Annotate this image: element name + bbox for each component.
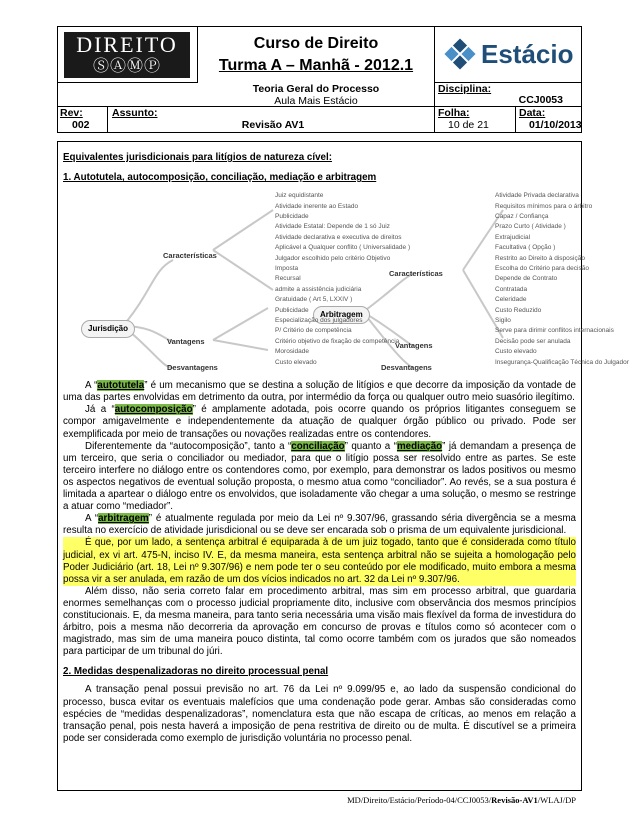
estacio-logo xyxy=(434,27,581,83)
data-value: 01/10/2013 xyxy=(529,119,582,131)
mind-map-leaf: Extrajudicial xyxy=(495,233,531,241)
brand-name: Estácio xyxy=(481,39,574,69)
mind-map-leaf: Insegurança-Qualificação Técnica do Julgador xyxy=(495,358,629,366)
meta-row xyxy=(58,107,581,133)
document-header xyxy=(57,26,582,133)
paragraph-processo-arbitral: Além disso, não seria correto falar em procedimento arbitral, mas sim em processo arbitral, que guardaria enormes semelhanças com o processo judicial propriamente dito, inclusive com observância dos mesmos princípios constitucionais. E, da mesma maneira, para tanto seria necessária uma visão mais flexível da forma de investidura do árbitro, pois a mesma não decorreria da aprovação em concurso de provas e títulos como só acontecer com o magistrado, mas sim de uma maneira pouco distinta, tal como ocorre também com os jurados que são nomeados para participar de um tribunal do júri. xyxy=(63,585,576,658)
mind-map-leaf: Juiz equidistante xyxy=(275,192,324,200)
mind-map-leaf: Capaz / Confiança xyxy=(495,212,549,220)
mind-map-leaf: Atividade Estatal: Depende de 1 só Juiz xyxy=(275,223,390,231)
branch-caracteristicas-left: Características xyxy=(163,251,217,261)
branch-caracteristicas-right: Características xyxy=(389,269,443,279)
rev-cell xyxy=(58,107,108,133)
main-heading: Equivalentes jurisdicionais para litígios de natureza cível: xyxy=(63,152,332,163)
mind-map-leaf: Facultativa ( Opção ) xyxy=(495,244,556,252)
branch-vantagens-left: Vantagens xyxy=(167,337,205,347)
highlight-conciliacao: conciliação xyxy=(291,440,345,452)
highlight-arbitragem: arbitragem xyxy=(98,513,149,525)
paragraph-sentenca-arbitral: É que, por um lado, a sentença arbitral é equiparada à de um juiz togado, tanto que é considerada como título judicial, ex vi art. 475-N, inciso IV. E, da mesma maneira, esta sentença arbitral não se sujeita a homologação pelo Poder Judiciário (art. 18, Lei nº 9.307/96) e nem pode ter o seu conteúdo por ele modificado, muito embora a mesma possa vir a ser anulada, em razão de um dos vícios indicados no art. 32 da Lei nº 9.307/96. xyxy=(63,537,576,585)
mind-map-leaf: Especialização dos julgadores xyxy=(275,316,363,324)
mind-map-leaf: Morosidade xyxy=(275,348,309,356)
mind-map-leaf: P/ Critério de competência xyxy=(275,327,352,335)
rev-label: Rev: xyxy=(60,107,83,119)
assunto-label: Assunto: xyxy=(112,107,158,119)
document-body xyxy=(57,141,629,791)
disciplina-cell xyxy=(434,83,581,106)
node-jurisdicao: Jurisdição xyxy=(81,320,135,338)
assunto-value: Revisão AV1 xyxy=(241,119,305,131)
mind-map-leaf: Depende de Contrato xyxy=(495,275,558,283)
folha-label: Folha: xyxy=(438,107,470,119)
branch-desvantagens-left: Desvantagens xyxy=(167,363,218,373)
direito-logo xyxy=(58,27,198,83)
mind-map-leaf: Critério objetivo de fixação de competência xyxy=(275,337,400,345)
mind-map-leaf: Requisitos mínimos para o árbitro xyxy=(495,202,593,210)
assunto-cell xyxy=(108,107,434,133)
logo-text: DIREITO xyxy=(76,32,178,57)
subject-row xyxy=(58,83,581,107)
subject-block xyxy=(198,83,434,107)
mind-map-leaf: Aplicável a Qualquer conflito ( Universalidade ) xyxy=(275,244,411,252)
mind-map-leaf: Decisão pode ser anulada xyxy=(495,337,571,345)
node-arbitragem: Arbitragem xyxy=(313,306,370,324)
branch-vantagens-right: Vantagens xyxy=(395,341,433,351)
disciplina-value: CCJ0053 xyxy=(518,94,563,106)
mind-map-leaf: Restrito ao Direito à disposição xyxy=(495,254,585,262)
title-line2: Turma A – Manhã - 2012.1 xyxy=(218,57,414,74)
data-label: Data: xyxy=(519,107,546,119)
highlight-mediacao: mediação xyxy=(396,440,443,452)
disciplina-label: Disciplina: xyxy=(438,83,492,95)
mind-map-leaf: Serve para dirimir conflitos internacionais xyxy=(495,327,614,335)
mind-map-leaf: Custo Reduzido xyxy=(495,306,542,314)
data-cell xyxy=(516,107,581,133)
title-line1: Curso de Direito xyxy=(253,35,379,52)
mind-map-leaf: Atividade inerente ao Estado xyxy=(275,202,359,210)
mind-map-leaf: Contratada xyxy=(495,285,528,293)
mind-map-leaf: Custo elevado xyxy=(495,348,537,356)
subject-line2: Aula Mais Estácio xyxy=(274,95,358,107)
mind-map-leaf: Custo elevado xyxy=(275,358,317,366)
mind-map-leaf: Gratuidade ( Art 5, LXXIV ) xyxy=(275,296,353,304)
branch-desvantagens-right: Desvantagens xyxy=(381,363,432,373)
section2-heading: 2. Medidas despenalizadoras no direito processual penal xyxy=(63,666,329,678)
mind-map-leaf: Escolha do Critério para decisão xyxy=(495,264,589,272)
paragraph-transacao-penal: A transação penal possui previsão no art. 76 da Lei nº 9.099/95 e, ao lado da suspensão condicional do processo, busca evitar os eventuais malefícios que uma condenação pode gerar. Ambas são consideradas como espécies de “medidas despenalizadoras”, nomenclatura esta que não escapa de críticas, ao menos em relação a transação penal, pois nesta haverá a imposição de pena restritiva de direito ou de multa. É discutível se a primeira pode ser considerada como exemplo de jurisdição voluntária no processo penal. xyxy=(63,684,576,744)
paragraph-autocomposicao: Já a “autocomposição” é amplamente adotada, pois ocorre quando os próprios litigantes conseguem se compor amigavelmente e independentemente da atuação de qualquer órgão público ou privado. Pode ser exemplificada por meio de transações ou novações realizadas entre os contendores. xyxy=(63,404,576,440)
subject-line1: Teoria Geral do Processo xyxy=(252,83,380,95)
mind-map-leaf: Publicidade xyxy=(275,306,309,314)
mind-map-leaf: Atividade declarativa e executiva de direitos xyxy=(275,233,402,241)
estacio-icon xyxy=(443,37,477,71)
mind-map-leaf: admite a assistência judiciária xyxy=(275,285,362,293)
mind-map-leaf: Sigilo xyxy=(495,316,511,324)
highlight-autotutela: autotutela xyxy=(97,380,145,392)
folha-cell xyxy=(434,107,516,133)
section1-heading: 1. Autotutela, autocomposição, conciliação, mediação e arbitragem xyxy=(63,172,377,184)
rev-value: 002 xyxy=(72,119,90,131)
paragraph-arbitragem: A “arbitragem” é atualmente regulada por meio da Lei nº 9.307/96, grassando séria divergência se a mesma resulta no exercício de atividade jurisdicional ou se deve ser encarada sob o prisma de um equivalente jurisdicional. xyxy=(63,513,576,537)
footer-path: MD/Direito/Estácio/Período-04/CCJ0053/Revisão-AV1/WLAJ/DP xyxy=(347,795,576,805)
mind-map-leaf: Atividade Privada declarativa xyxy=(495,192,579,200)
paragraph-conciliacao: Diferentemente da “autocomposição”, tanto a “conciliação” quanto a “mediação” já demandam a presença de um terceiro, que seria o conciliador ou mediador, para que o litígio possa ser resolvido entre as partes. Se este terceiro interfere no diálogo entre os contendores como, por exemplo, para demonstrar os lados positivos ou mesmo os aspectos negativos de eventual solução proposta, o mesmo atua como “conciliador”. Ao revés, se a sua postura é limitada a apartear o diálogo entre os envolvidos, que isoladamente vão chegar a uma solução, o mesmo se restringe a atuar como “mediador”. xyxy=(63,440,576,513)
logo-subtext: ⓈⒶⓂⓅ xyxy=(92,58,161,75)
highlight-autocomposicao: autocomposição xyxy=(114,404,193,416)
paragraph-autotutela: A “autotutela” é um mecanismo que se destina a solução de litígios e que decorre da imposição da vontade de uma das partes envolvidas em detrimento da outra, por intermédio da força ou qualquer outro meio suasório ilegítimo. xyxy=(63,380,576,404)
mind-map-leaf: Prazo Curto ( Atividade ) xyxy=(495,223,566,231)
course-title xyxy=(198,27,434,83)
mind-map xyxy=(63,190,629,374)
mind-map-leaf: Recursal xyxy=(275,275,301,283)
mind-map-leaf: Publicidade xyxy=(275,212,309,220)
mind-map-leaf: Julgador escolhido pelo critério Objetivo xyxy=(275,254,391,262)
folha-value: 10 de 21 xyxy=(448,119,489,131)
mind-map-leaf: Imposta xyxy=(275,264,299,272)
mind-map-leaf: Celeridade xyxy=(495,296,527,304)
